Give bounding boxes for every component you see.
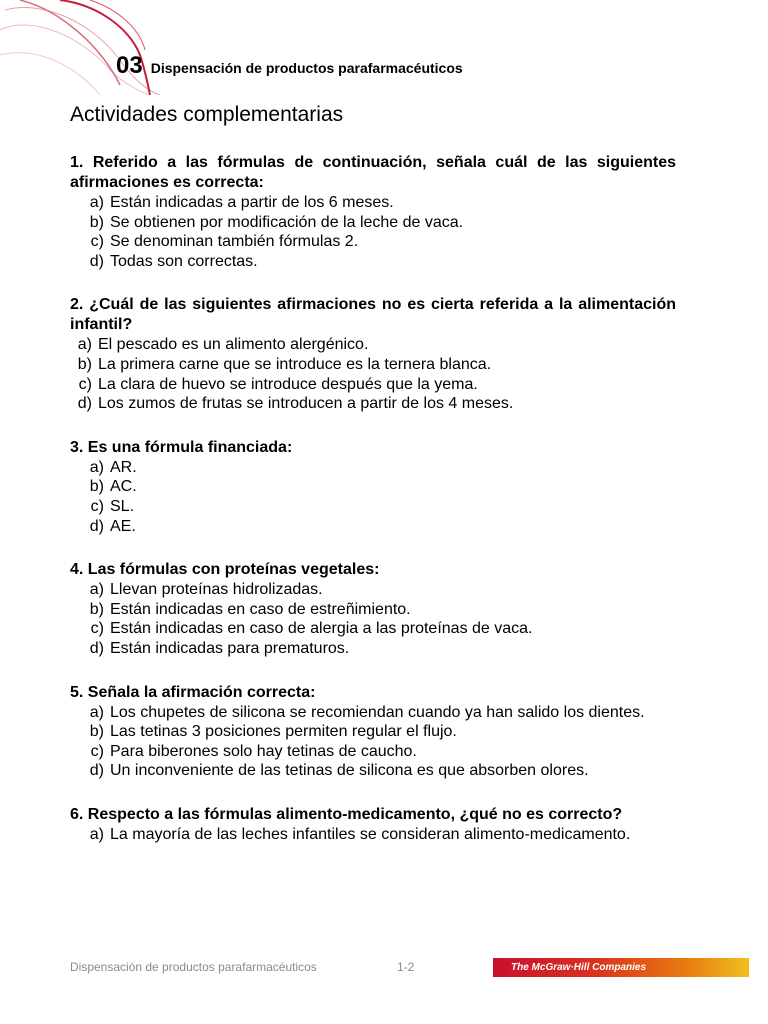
option-letter: d) <box>89 639 104 657</box>
option-text: AE. <box>110 517 136 535</box>
option-text: Se obtienen por modificación de la leche de vaca. <box>110 213 464 231</box>
option-item <box>70 232 676 252</box>
chapter-title: Dispensación de productos parafarmacéuticos <box>150 60 463 76</box>
option-text: Todas son correctas. <box>110 252 258 270</box>
question-3 <box>70 438 676 536</box>
option-letter: b) <box>89 213 104 231</box>
decorative-swirl-graphic <box>0 0 160 95</box>
options-list <box>70 825 676 845</box>
option-item <box>70 619 676 639</box>
option-letter: b) <box>89 600 104 618</box>
option-item <box>70 394 676 414</box>
question-5 <box>70 683 676 781</box>
option-item <box>70 335 676 355</box>
option-letter: a) <box>89 703 104 721</box>
option-item <box>70 600 676 620</box>
option-letter: c) <box>90 233 104 251</box>
option-letter: a) <box>89 825 104 843</box>
option-text: Para biberones solo hay tetinas de caucho. <box>110 742 417 760</box>
options-list <box>70 458 676 536</box>
option-letter: a) <box>89 581 104 599</box>
option-text: Las tetinas 3 posiciones permiten regular el flujo. <box>110 723 457 741</box>
page-title: Actividades complementarias <box>70 103 344 126</box>
option-letter: b) <box>89 478 104 496</box>
option-item <box>70 497 676 517</box>
option-letter: d) <box>77 395 92 413</box>
option-text: Los chupetes de silicona se recomiendan cuando ya han salido los dientes. <box>110 703 645 721</box>
option-letter: b) <box>89 723 104 741</box>
questions-list <box>70 153 676 868</box>
option-item <box>70 722 676 742</box>
option-text: Un inconveniente de las tetinas de silicona es que absorben olores. <box>110 762 589 780</box>
option-item <box>70 477 676 497</box>
option-letter: a) <box>77 336 92 354</box>
option-item <box>70 517 676 537</box>
option-text: Están indicadas en caso de estreñimiento. <box>110 600 411 618</box>
option-letter: c) <box>78 375 92 393</box>
question-1 <box>70 153 676 271</box>
option-letter: a) <box>89 458 104 476</box>
page-number: 1-2 <box>397 960 415 974</box>
question-text: 6. Respecto a las fórmulas alimento-medicamento, ¿qué no es correcto? <box>70 805 623 823</box>
option-letter: c) <box>90 620 104 638</box>
publisher-logo-text: The McGraw·Hill Companies <box>511 962 647 973</box>
question-text: 5. Señala la afirmación correcta: <box>70 683 316 701</box>
option-letter: c) <box>90 742 104 760</box>
option-letter: c) <box>90 497 104 515</box>
option-item <box>70 742 676 762</box>
footer-title: Dispensación de productos parafarmacéuticos <box>70 960 317 974</box>
option-letter: d) <box>89 517 104 535</box>
publisher-logo <box>493 958 749 977</box>
option-item <box>70 761 676 781</box>
option-text: La primera carne que se introduce es la ternera blanca. <box>98 355 492 373</box>
option-item <box>70 703 676 723</box>
option-text: La clara de huevo se introduce después que la yema. <box>98 375 478 393</box>
question-text: 1. Referido a las fórmulas de continuación, señala cuál de las siguientes afirmaciones es correcta: <box>70 154 676 191</box>
option-item <box>70 375 676 395</box>
option-item <box>70 252 676 272</box>
chapter-header <box>116 52 463 80</box>
options-list <box>70 335 676 413</box>
option-text: La mayoría de las leches infantiles se consideran alimento-medicamento. <box>110 825 631 843</box>
option-letter: d) <box>89 762 104 780</box>
option-item <box>70 580 676 600</box>
question-6 <box>70 805 676 845</box>
question-text: 2. ¿Cuál de las siguientes afirmaciones no es cierta referida a la alimentación infantil? <box>70 296 676 334</box>
option-text: Llevan proteínas hidrolizadas. <box>110 581 323 599</box>
option-text: AC. <box>110 478 137 496</box>
question-4 <box>70 560 676 658</box>
option-text: AR. <box>110 458 137 476</box>
option-item <box>70 213 676 233</box>
option-text: Se denominan también fórmulas 2. <box>110 233 359 251</box>
option-item <box>70 355 676 375</box>
option-text: Están indicadas para prematuros. <box>110 639 350 657</box>
option-item <box>70 458 676 478</box>
option-text: El pescado es un alimento alergénico. <box>98 336 369 354</box>
option-text: Están indicadas en caso de alergia a las proteínas de vaca. <box>110 620 533 638</box>
option-item <box>70 639 676 659</box>
options-list <box>70 703 676 781</box>
option-item <box>70 825 676 845</box>
option-letter: a) <box>89 194 104 211</box>
question-2 <box>70 295 676 413</box>
option-text: SL. <box>110 497 135 515</box>
options-list <box>70 193 676 271</box>
option-item <box>70 193 676 213</box>
options-list <box>70 580 676 658</box>
question-text: 4. Las fórmulas con proteínas vegetales: <box>70 561 380 579</box>
chapter-number: 03 <box>116 52 143 79</box>
option-text: Están indicadas a partir de los 6 meses. <box>110 194 394 211</box>
option-letter: d) <box>89 252 104 270</box>
question-text: 3. Es una fórmula financiada: <box>70 438 293 456</box>
option-letter: b) <box>77 355 92 373</box>
option-text: Los zumos de frutas se introducen a partir de los 4 meses. <box>98 395 514 413</box>
